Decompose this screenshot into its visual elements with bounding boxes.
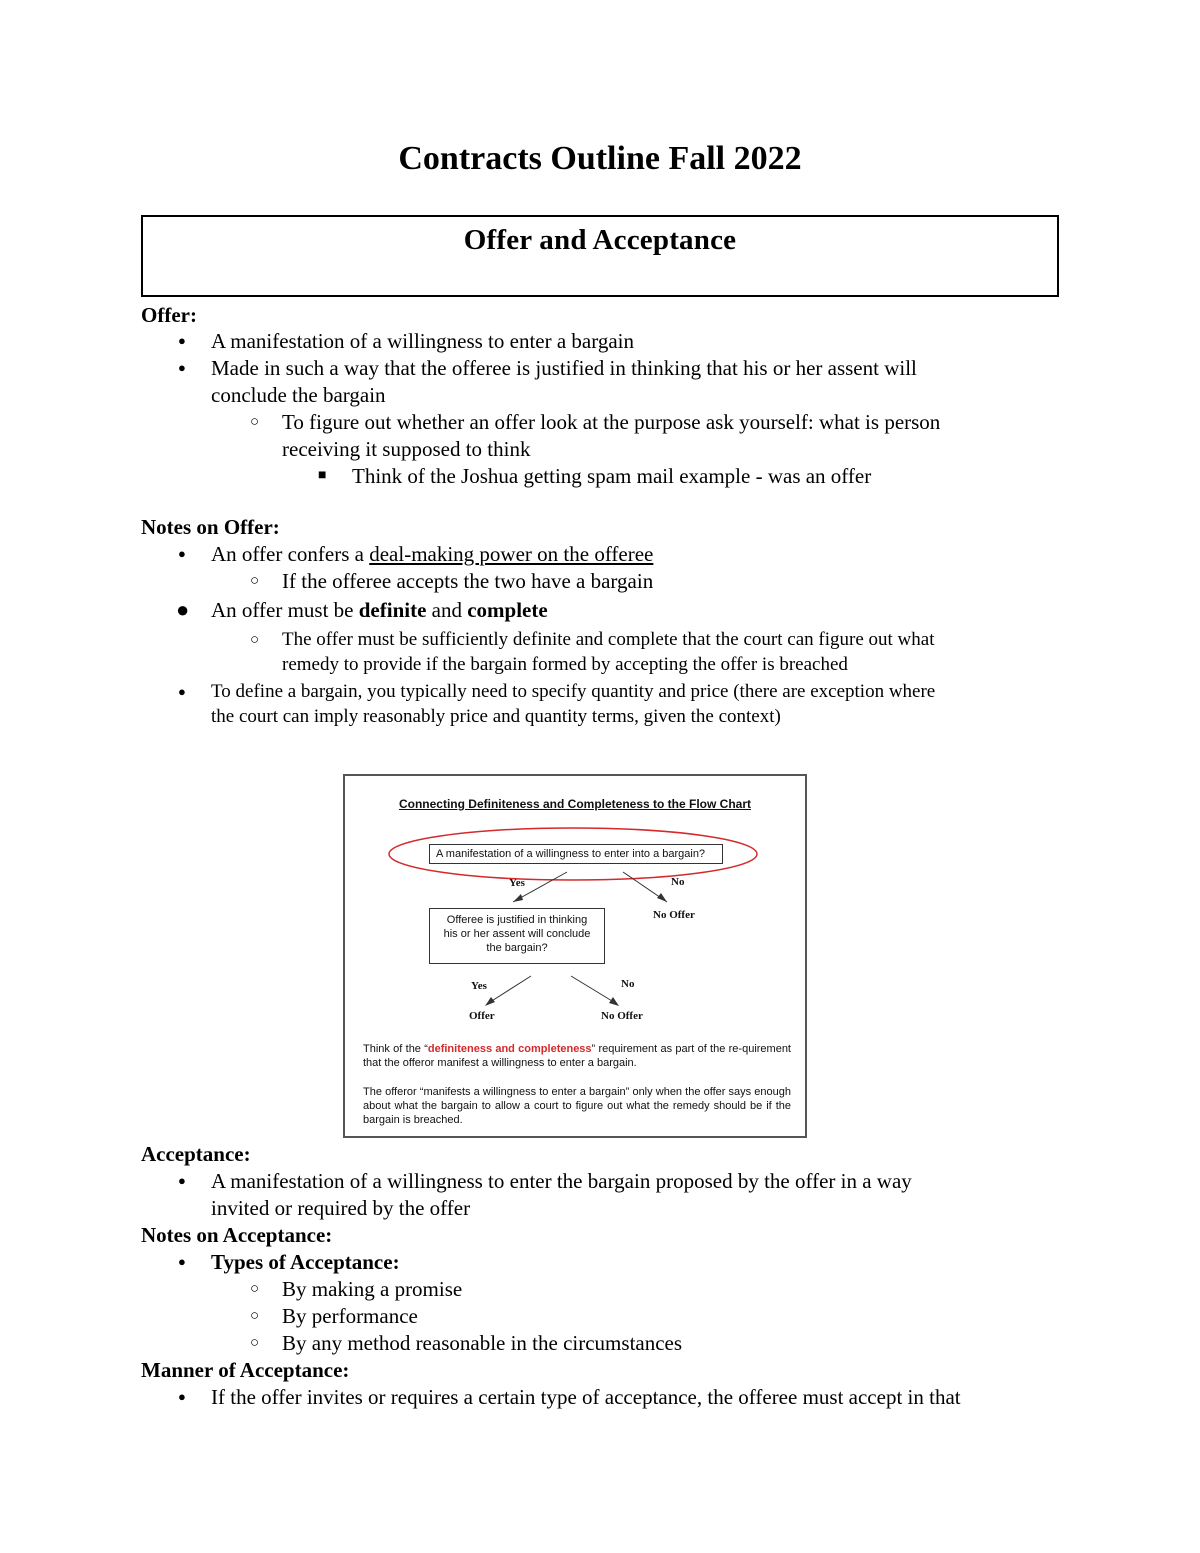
offer-sub-bullet-line-1: To figure out whether an offer look at the purpose ask yourself: what is person [282, 410, 941, 434]
offer-sub-bullet-line-2: receiving it supposed to think [282, 437, 531, 461]
acceptance-bullet-line-2: invited or required by the offer [211, 1196, 471, 1220]
yes-label-1: Yes [509, 877, 525, 889]
yes-label-2: Yes [471, 980, 487, 992]
deal-making-power-underlined: deal-making power on the offeree [369, 542, 654, 566]
notes-offer-bullet-3-line-2: the court can imply reasonably price and quantity terms, given the context) [211, 706, 781, 727]
arrow-yes-2 [487, 976, 531, 1004]
acceptance-bullet-line-1: A manifestation of a willingness to enter the bargain proposed by the offer in a way [211, 1169, 912, 1193]
offer-sub-sub-bullet: Think of the Joshua getting spam mail example - was an offer [352, 464, 872, 488]
notes-offer-bullet-1: An offer confers a deal-making power on the offeree [211, 542, 654, 566]
arrowhead-icon [609, 997, 619, 1006]
types-of-acceptance-heading: Types of Acceptance: [211, 1250, 400, 1274]
page-title: Contracts Outline Fall 2022 [398, 140, 802, 177]
question-box-1: A manifestation of a willingness to enter into a bargain? [429, 844, 723, 864]
figure-paragraph-1: Think of the “definiteness and completeness” requirement as part of the re-quirement that the offeror manifest a willingness to enter a bargain. [363, 1043, 791, 1069]
disc-bullet-icon: ● [178, 684, 186, 699]
circle-bullet-icon: ○ [250, 414, 260, 430]
figure-paragraph-2: The offeror “manifests a willingness to enter a bargain” only when the offer says enough about what the bargain to allow a court to figure out what the remedy should be if the bargain is breached. [363, 1086, 791, 1126]
circle-bullet-icon: ○ [250, 1335, 260, 1351]
offer-result-label: Offer [469, 1010, 495, 1022]
disc-bullet-icon: ● [178, 1173, 186, 1188]
notes-offer-sub-bullet-1: If the offeree accepts the two have a bargain [282, 569, 654, 593]
no-label-1: No [671, 876, 685, 888]
section-header-title: Offer and Acceptance [463, 224, 737, 256]
disc-bullet-icon: ● [178, 333, 186, 348]
notes-offer-sub-bullet-2-line-1: The offer must be sufficiently definite and complete that the court can figure out what [282, 629, 935, 650]
offer-bullet-1: A manifestation of a willingness to enter a bargain [211, 329, 635, 353]
arrowhead-icon [657, 893, 667, 902]
figure-title: Connecting Definiteness and Completeness to the Flow Chart [398, 797, 752, 811]
notes-offer-heading: Notes on Offer: [141, 515, 280, 539]
offer-heading: Offer: [141, 303, 197, 327]
disc-bullet-icon: ● [178, 1389, 186, 1404]
acceptance-type-3: By any method reasonable in the circumstances [282, 1331, 683, 1355]
disc-bullet-icon: ● [178, 546, 186, 561]
manner-bullet-1: If the offer invites or requires a certain type of acceptance, the offeree must accept in that [211, 1385, 961, 1409]
acceptance-type-2: By performance [282, 1304, 418, 1328]
notes-acceptance-heading: Notes on Acceptance: [141, 1223, 333, 1247]
square-bullet-icon: ■ [318, 468, 327, 483]
offer-bullet-2-line-1: Made in such a way that the offeree is justified in thinking that his or her assent will [211, 356, 917, 380]
flow-chart-figure [343, 774, 807, 1138]
disc-bullet-icon: ● [176, 597, 190, 622]
disc-bullet-icon: ● [178, 1254, 186, 1269]
notes-offer-bullet-3-line-1: To define a bargain, you typically need to specify quantity and price (there are exception where [211, 681, 936, 702]
circle-bullet-icon: ○ [250, 632, 260, 648]
no-label-2: No [621, 978, 635, 990]
circle-bullet-icon: ○ [250, 1308, 260, 1324]
offer-bullet-2-line-2: conclude the bargain [211, 383, 386, 407]
disc-bullet-icon: ● [178, 360, 186, 375]
notes-offer-bullet-2: An offer must be definite and complete [211, 598, 548, 622]
manner-heading: Manner of Acceptance: [141, 1358, 350, 1382]
question-box-2: Offeree is justified in thinking his or her assent will conclude the bargain? [429, 908, 605, 964]
circle-bullet-icon: ○ [250, 573, 260, 589]
no-offer-label-2: No Offer [601, 1010, 643, 1022]
acceptance-heading: Acceptance: [141, 1142, 251, 1166]
arrowhead-icon [485, 997, 495, 1006]
notes-offer-sub-bullet-2-line-2: remedy to provide if the bargain formed by accepting the offer is breached [282, 654, 848, 675]
circle-bullet-icon: ○ [250, 1281, 260, 1297]
no-offer-label-1: No Offer [653, 909, 695, 921]
arrow-no-2 [571, 976, 617, 1004]
acceptance-type-1: By making a promise [282, 1277, 463, 1301]
arrowhead-icon [513, 894, 523, 902]
